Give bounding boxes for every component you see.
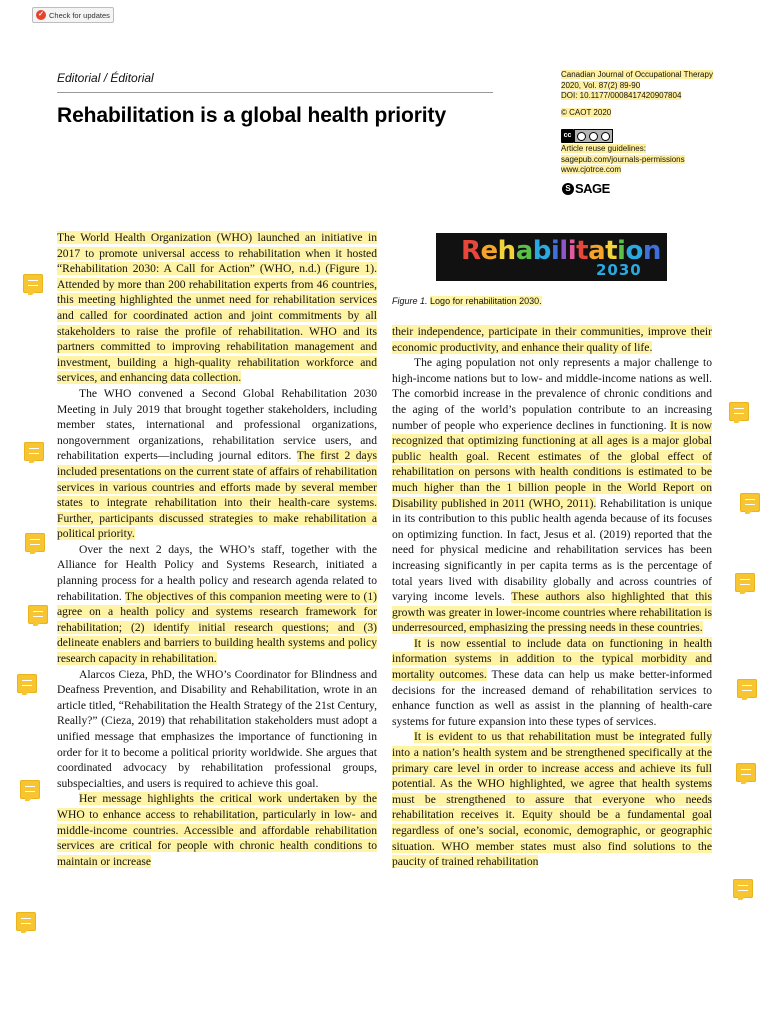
highlight[interactable]: It is now essential to include data on functioning in health information systems in addition to the typical morbidity and mortality outcomes.	[392, 636, 712, 682]
logo-letter: b	[532, 236, 551, 266]
paragraph	[57, 667, 377, 792]
comment-note-icon[interactable]	[733, 879, 753, 898]
logo-letter: o	[625, 236, 643, 266]
journal-info	[561, 70, 731, 118]
comment-note-icon[interactable]	[729, 402, 749, 421]
journal-reuse-info	[561, 144, 731, 176]
right-column	[392, 324, 712, 870]
paragraph	[392, 729, 712, 869]
check-for-updates-button[interactable]	[32, 7, 114, 23]
text: The aging population not only represents a major challenge to high-income nations but to low- and middle-income nations as well. The comorbid increase in the prevalence of chronic conditions and the aging of the world’s population contribute to an increasing number of people who experience declines in functioning.	[392, 356, 712, 432]
comment-note-icon[interactable]	[737, 679, 757, 698]
paragraph	[392, 324, 712, 355]
comment-note-icon[interactable]	[20, 780, 40, 799]
sage-mark-icon: S	[562, 183, 574, 195]
logo-letter: i	[567, 236, 577, 266]
journal-name: Canadian Journal of Occupational Therapy	[561, 70, 713, 79]
logo-letter: a	[588, 236, 606, 266]
highlight[interactable]: It is now recognized that optimizing functioning at all ages is a major global public health goal. Recent estimates of the global effect of rehabilitation on persons with health conditions is estimated to be much higher than the 1 billion people in the World Report on Disability published in 2011 (WHO, 2011).	[392, 418, 712, 510]
logo-letter: i	[550, 236, 560, 266]
header-divider	[57, 92, 493, 93]
logo-letter: t	[576, 236, 589, 266]
logo-letter: R	[461, 236, 481, 266]
comment-note-icon[interactable]	[736, 763, 756, 782]
section-label: Editorial / Éditorial	[57, 71, 154, 85]
paragraph	[57, 386, 377, 542]
figure-caption-label: Figure 1.	[392, 296, 428, 306]
publisher-name: SAGE	[575, 181, 610, 196]
comment-note-icon[interactable]	[735, 573, 755, 592]
text: Alarcos Cieza, PhD, the WHO’s Coordinator for Blindness and Deafness Prevention, and Disability and Rehabilitation, wrote in an article titled, “Rehabilitation the Health Strategy of the 21st Century, Really?” (Cieza, 2019) that rehabilitation stakeholders must adopt a unified message that emphasizes the importance of functioning in order for it to become a political priority worldwide. She argues that coordinated advocacy by rehabilitation professional groups, subspecialties, and users is required to achieve this goal.	[57, 667, 377, 790]
comment-note-icon[interactable]	[16, 912, 36, 931]
text: The WHO convened a Second Global Rehabilitation 2030 Meeting in July 2019 that brought together stakeholders, including member states, international and professional organizations, nongovernment organizations, rehabilitation service users, and rehabilitation experts—including journal editors.	[57, 386, 377, 463]
paragraph	[392, 355, 712, 636]
highlight[interactable]: The World Health Organization (WHO) launched an initiative in 2017 to promote universal access to rehabilitation when it hosted “Rehabilitation 2030: A Call for Action” (WHO, n.d.) (Figure 1). Attended by more than 200 rehabilitation experts from 46 countries, this meeting highlighted the unmet need for rehabilitation services and called for coordinated action and joint commitments by all stakeholders to raise the profile of rehabilitation. WHO and its partners committed to improving rehabilitation management and investment, building a high-quality rehabilitation workforce and services, and enhancing data collection.	[57, 231, 377, 385]
paragraph	[392, 636, 712, 730]
copyright: © CAOT 2020	[561, 107, 612, 117]
reuse-guidelines-link[interactable]: sagepub.com/journals-permissions	[561, 154, 685, 164]
logo-letter: h	[497, 236, 516, 266]
journal-doi[interactable]: DOI: 10.1177/0008417420907804	[561, 91, 682, 101]
text: These data can help us make better-informed decisions for the increased demand of rehabilitation services to enhance function as well as assist in the planning of health-care systems for future expansion into these types of services.	[392, 668, 712, 728]
logo-letter: a	[515, 236, 533, 266]
check-for-updates-label: Check for updates	[49, 10, 110, 20]
highlight[interactable]: The first 2 days included presentations on the current state of affairs of rehabilitation services in various countries and efforts made by several member states to integrate rehabilitation into their health-care systems. Further, participants discussed strategies to make rehabilitation a political priority.	[57, 449, 377, 541]
reuse-guidelines-label: Article reuse guidelines:	[561, 144, 646, 153]
crossmark-icon: ✓	[36, 10, 46, 20]
logo-year: 2030	[596, 261, 642, 279]
paragraph	[57, 542, 377, 667]
text: Rehabilitation is unique in its contribution to this public health agenda because of its focuses on optimizing function. In fact, Jesus et al. (2019) reported that the need for physical medicine and rehabilitation services has been increasing significantly in per capita terms as is the percentage of total years lived with disability globally and across countries of varying income levels.	[392, 496, 712, 604]
logo-letter: e	[480, 236, 498, 266]
highlight[interactable]: Her message highlights the critical work undertaken by the WHO to enhance access to rehabilitation, particularly in low- and middle-income countries. Accessible and affordable rehabilitation services are critical for people with chronic health conditions to maintain or increase	[57, 792, 377, 868]
comment-note-icon[interactable]	[28, 605, 48, 624]
comment-note-icon[interactable]	[23, 274, 43, 293]
paragraph	[57, 230, 377, 386]
figure-caption	[392, 296, 542, 306]
left-column	[57, 230, 377, 869]
journal-website-link[interactable]: www.cjotrce.com	[561, 165, 622, 175]
comment-note-icon[interactable]	[24, 442, 44, 461]
text: Over the next 2 days, the WHO’s staff, together with the Alliance for Health Policy and Systems Research, initiated a planning process for a health policy and research agenda related to rehabilitation.	[57, 542, 377, 603]
logo-letter: i	[617, 236, 626, 266]
logo-letter: t	[605, 236, 618, 266]
creative-commons-license-icon: cc	[561, 129, 613, 143]
rehabilitation-2030-logo	[436, 233, 667, 281]
comment-note-icon[interactable]	[740, 493, 760, 512]
figure-caption-text: Logo for rehabilitation 2030.	[430, 296, 542, 306]
logo-letter: l	[559, 236, 568, 266]
highlight[interactable]: their independence, participate in their communities, improve their economic productivity, and enhance their quality of life.	[392, 325, 712, 354]
journal-volume: 2020, Vol. 87(2) 89-90	[561, 80, 641, 90]
sage-logo	[562, 181, 610, 196]
comment-note-icon[interactable]	[25, 533, 45, 552]
comment-note-icon[interactable]	[17, 674, 37, 693]
highlight[interactable]: The objectives of this companion meeting were to (1) agree on a health policy and systems research framework for rehabilitation; (2) identify initial research questions; and (3) delineate enablers and barriers to building health systems and policy research capacity in rehabilitation.	[57, 589, 377, 666]
paragraph	[57, 791, 377, 869]
article-title: Rehabilitation is a global health priority	[57, 104, 447, 127]
logo-letter: n	[642, 236, 661, 266]
highlight[interactable]: These authors also highlighted that this growth was greater in lower-income countries where rehabilitation is underresourced, emphasizing the pressing needs in these countries.	[392, 590, 712, 635]
highlight[interactable]: It is evident to us that rehabilitation must be integrated fully into a nation’s health system and be strengthened specifically at the primary care level in order to increase access and achieve its full potential. As the WHO highlighted, we agree that health systems must be strengthened to assure that everyone who needs rehabilitation receives it. Equity should be a fundamental goal regardless of one’s social, economic, demographic, or geographic situation. WHO member states must also find solutions to the paucity of trained rehabilitation	[392, 730, 712, 869]
